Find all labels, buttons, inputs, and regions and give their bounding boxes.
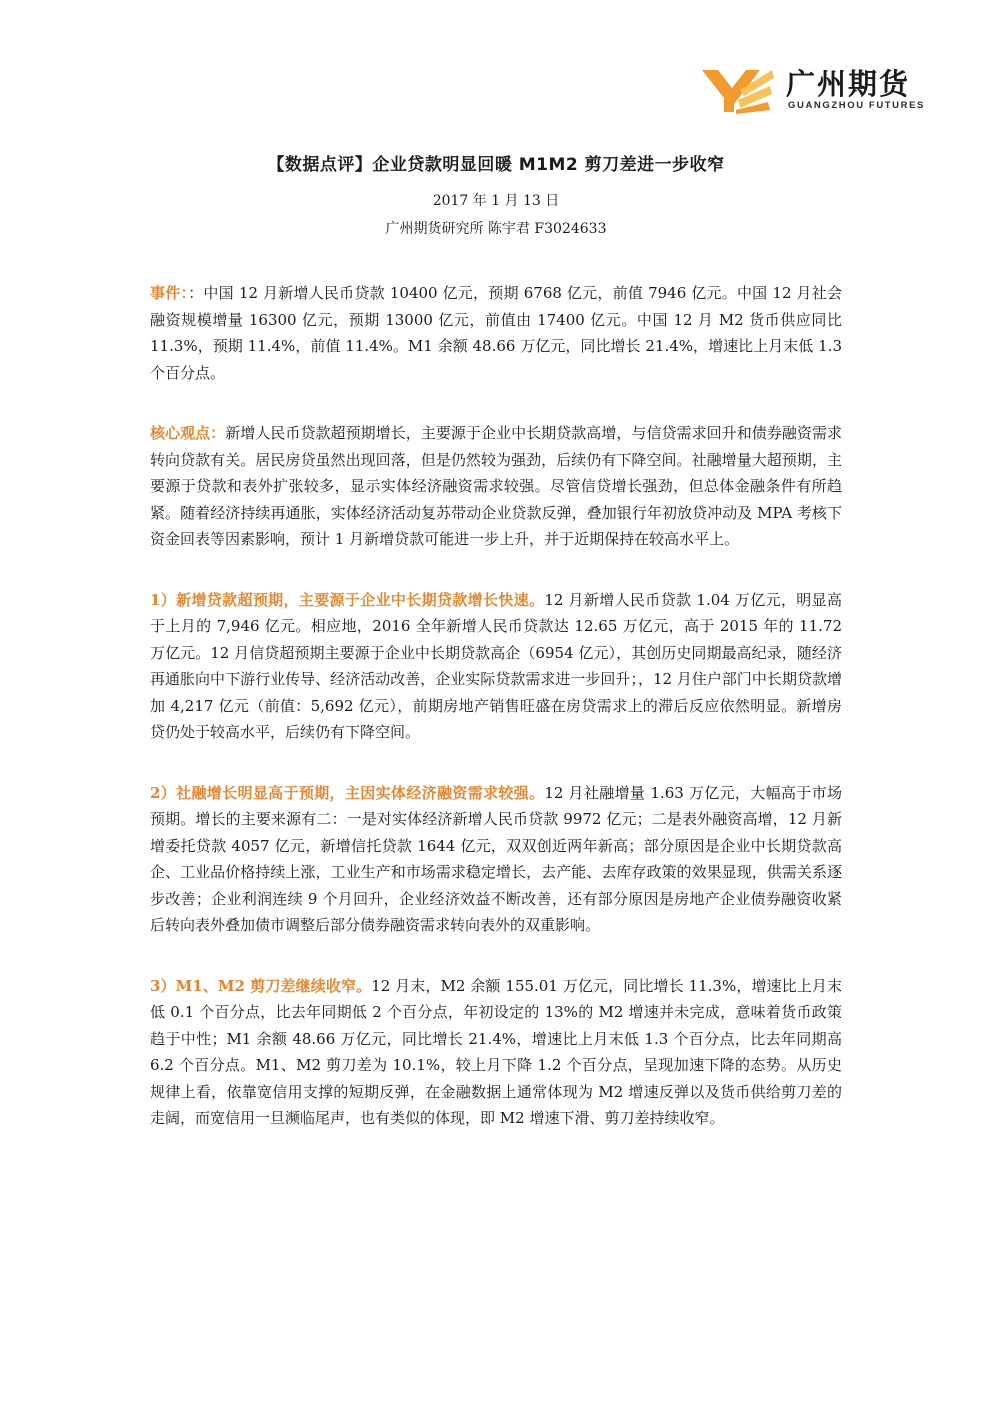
section-label: 核心观点： bbox=[150, 424, 226, 442]
section-text: 新增人民币贷款超预期增长，主要源于企业中长期贷款高增，与信贷需求回升和债券融资需求转向贷款有关。居民房贷虽然出现回落，但是仍然较为强劲，后续仍有下降空间。社融增量大超预期，主要源于贷款和表外扩张较多，显示实体经济融资需求较强。尽管信贷增长强劲，但总体金融条件有所趋紧。随着经济持续再通胀，实体经济活动复苏带动企业贷款反弹，叠加银行年初放贷冲动及 MPA 考核下资金回表等因素影响，预计 1 月新增贷款可能进一步上升，并于近期保持在较高水平上。 bbox=[150, 424, 842, 548]
section-social-financing bbox=[150, 780, 842, 939]
section-label: 事件： bbox=[150, 284, 189, 302]
section-label: 3）M1、M2 剪刀差继续收窄。 bbox=[150, 976, 372, 995]
section-m1-m2-gap bbox=[150, 973, 842, 1132]
report-title: 【数据点评】企业贷款明显回暖 M1M2 剪刀差进一步收窄 bbox=[267, 155, 725, 175]
logo-mark-icon bbox=[700, 64, 776, 114]
report-date: 2017 年 1 月 13 日 bbox=[432, 193, 560, 209]
section-label: 1）新增贷款超预期，主要源于企业中长期贷款增长快速。 bbox=[150, 590, 545, 609]
section-event bbox=[150, 280, 842, 386]
logo-chinese-name: 广州期货 bbox=[786, 67, 911, 101]
section-text: ：中国 12 月新增人民币贷款 10400 亿元，预期 6768 亿元，前值 7946 亿元。中国 12 月社会融资规模增量 16300 亿元，预期 13000 亿元，前值由 17400 亿元。中国 12 月 M2 货币供应同比 11.3%，预期 11.4%，前值 11.4%。M1 余额 48.66 万亿元，同比增长 21.4%，增速比上月末低 1.3 个百分点。 bbox=[150, 284, 842, 382]
section-text: 12 月社融增量 1.63 万亿元，大幅高于市场预期。增长的主要来源有二：一是对实体经济新增人民币贷款 9972 亿元；二是表外融资高增，12 月新增委托贷款 4057 亿元，新增信托贷款 1644 亿元，双双创近两年新高；部分原因是企业中长期贷款高企、工业品价格持续上涨，工业生产和市场需求稳定增长，去产能、去库存政策的效果显现，供需关系逐步改善；企业利润连续 9 个月回升，企业经济效益不断改善，还有部分原因是房地产企业债券融资收紧后转向表外叠加债市调整后部分债券融资需求转向表外的双重影响。 bbox=[150, 783, 842, 934]
section-label: 2）社融增长明显高于预期，主因实体经济融资需求较强。 bbox=[150, 783, 545, 802]
report-body bbox=[150, 280, 842, 1166]
company-logo bbox=[700, 62, 930, 118]
section-core-view bbox=[150, 420, 842, 553]
report-author: 广州期货研究所 陈宇君 F3024633 bbox=[385, 221, 607, 237]
section-new-loans bbox=[150, 587, 842, 746]
section-text: 12 月末，M2 余额 155.01 万亿元，同比增长 11.3%，增速比上月末低 0.1 个百分点，比去年同期低 2 个百分点，年初设定的 13%的 M2 增速并未完成，意味着货币政策趋于中性；M1 余额 48.66 万亿元，同比增长 21.4%，增速比上月末低 1.3 个百分点，比去年同期高 6.2 个百分点。M1、M2 剪刀差为 10.1%，较上月下降 1.2 个百分点，呈现加速下降的态势。从历史规律上看，依靠宽信用支撑的短期反弹，在金融数据上通常体现为 M2 增速反弹以及货币供给剪刀差的走阔，而宽信用一旦濒临尾声，也有类似的体现，即 M2 增速下滑、剪刀差持续收窄。 bbox=[150, 976, 843, 1127]
logo-english-name: GUANGZHOU FUTURES bbox=[788, 100, 925, 111]
section-text: 12 月新增人民币贷款 1.04 万亿元，明显高于上月的 7,946 亿元。相应地，2016 全年新增人民币贷款达 12.65 万亿元，高于 2015 年的 11.72 万亿元。12 月信贷超预期主要源于企业中长期贷款高企（6954 亿元），其创历史同期最高纪录，随经济再通胀向中下游行业传导、经济活动改善，企业实际贷款需求进一步回升；，12 月住户部门中长期贷款增加 4,217 亿元（前值：5,692 亿元），前期房地产销售旺盛在房贷需求上的滞后反应依然明显。新增房贷仍处于较高水平，后续仍有下降空间。 bbox=[150, 590, 842, 741]
